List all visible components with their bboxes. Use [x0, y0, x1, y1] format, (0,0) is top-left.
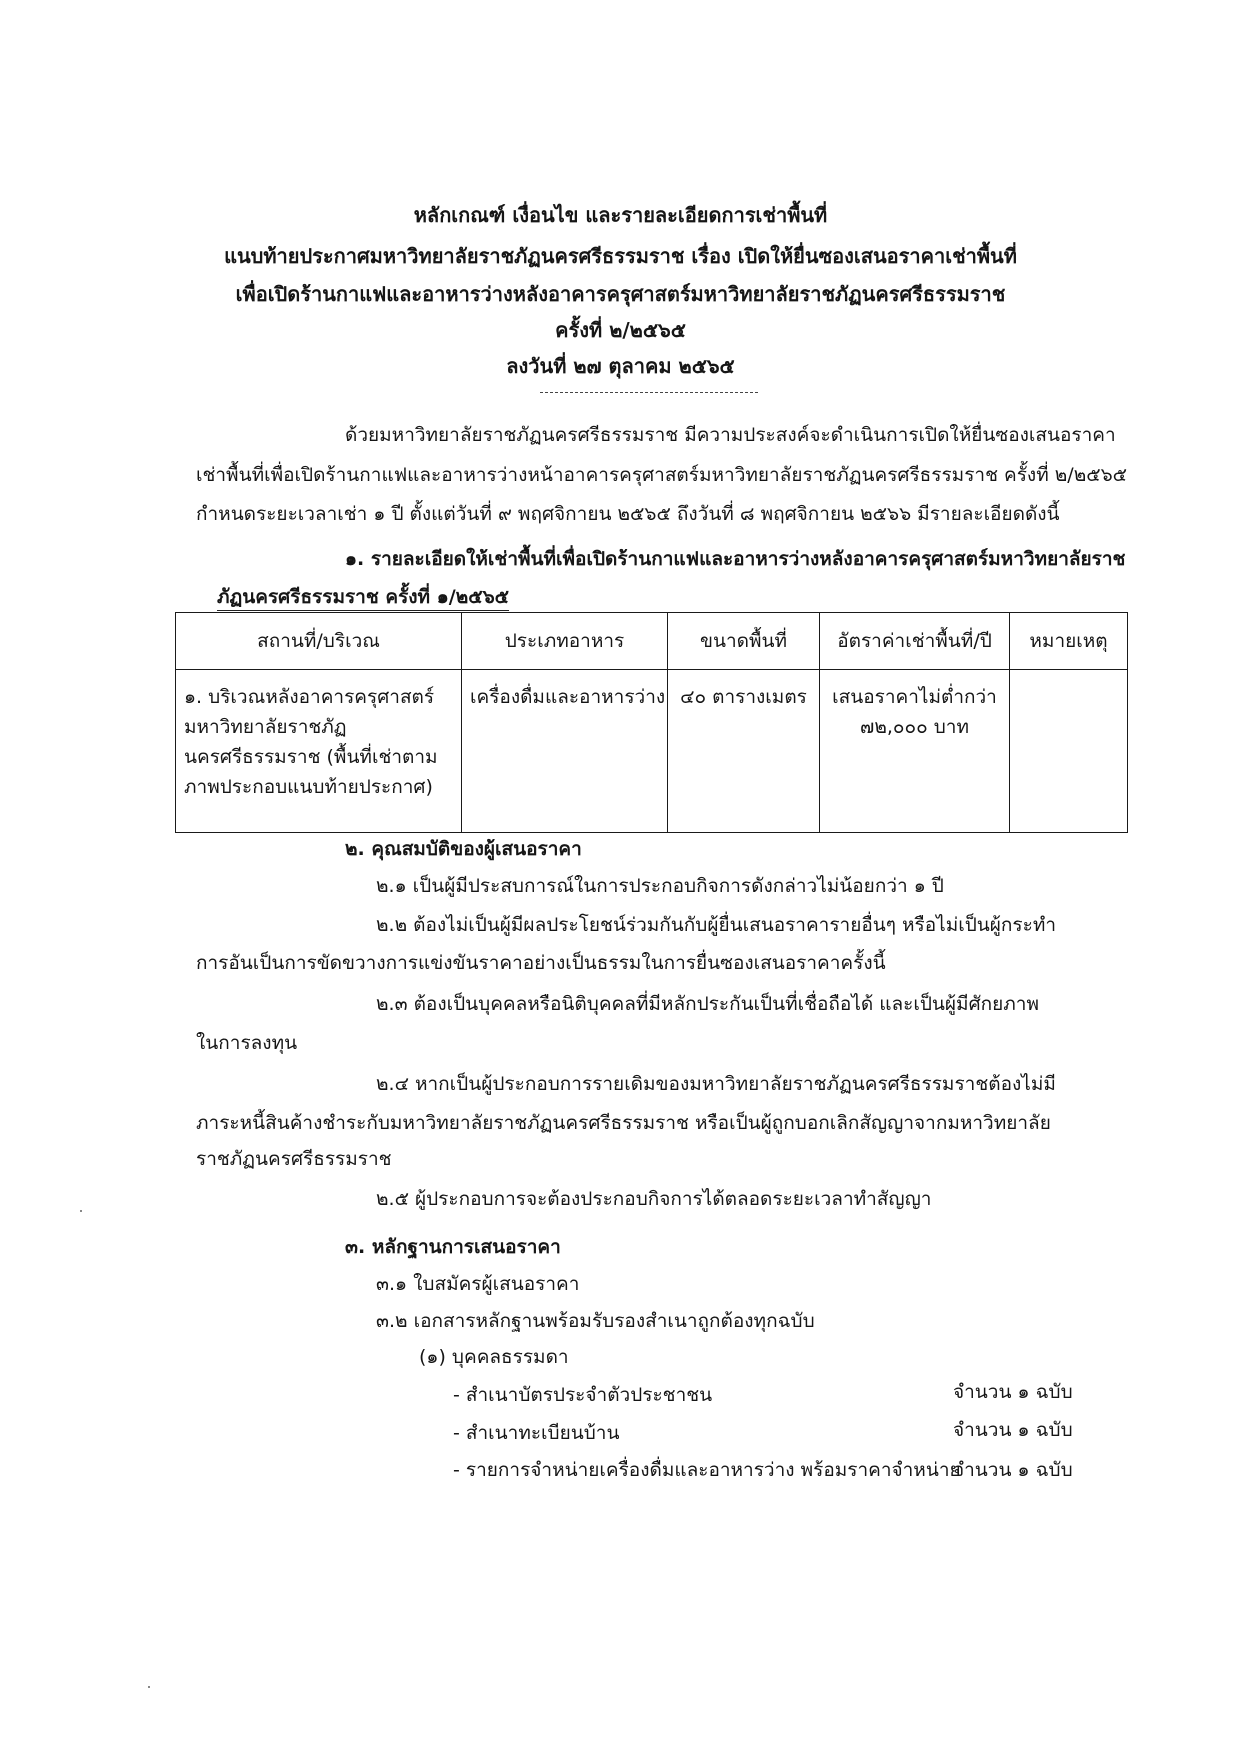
- header-location: สถานที่/บริเวณ: [176, 613, 462, 670]
- doc-item-2: - สำเนาทะเบียนบ้าน: [453, 1422, 620, 1444]
- header-rate: อัตราค่าเช่าพื้นที่/ปี: [820, 613, 1010, 670]
- title-round: ครั้งที่ ๒/๒๕๖๕: [555, 318, 686, 342]
- section3-sub-1: (๑) บุคคลธรรมดา: [419, 1346, 569, 1368]
- section1-heading-line-1: ๑. รายละเอียดให้เช่าพื้นที่เพื่อเปิดร้านกาแฟและอาหารว่างหลังอาคารครุศาสตร์มหาวิทยาลัยราช: [345, 548, 1126, 570]
- location-line: ภาพประกอบแนบท้ายประกาศ): [184, 776, 433, 798]
- scan-speck: [80, 1210, 82, 1212]
- doc-item-1: - สำเนาบัตรประจำตัวประชาชน: [453, 1384, 713, 1406]
- lease-table: [175, 612, 1128, 833]
- section2-item-2-line-2: การอันเป็นการขัดขวางการแข่งขันราคาอย่างเป็นธรรมในการยื่นซองเสนอราคาครั้งนี้: [196, 952, 886, 974]
- cell-food-type: เครื่องดื่มและอาหารว่าง: [462, 670, 668, 833]
- cell-location: [176, 670, 462, 833]
- title-line-3: เพื่อเปิดร้านกาแฟและอาหารว่างหลังอาคารครุศาสตร์มหาวิทยาลัยราชภัฏนครศรีธรรมราช: [235, 282, 1006, 306]
- location-line: นครศรีธรรมราช (พื้นที่เช่าตาม: [184, 746, 438, 768]
- location-line: ๑. บริเวณหลังอาคารครุศาสตร์: [184, 686, 435, 708]
- section1-heading-line-2: ภัฏนครศรีธรรมราช ครั้งที่ ๑/๒๕๖๕: [217, 588, 509, 607]
- rate-line: เสนอราคาไม่ต่ำกว่า: [832, 686, 997, 708]
- intro-line-2: เช่าพื้นที่เพื่อเปิดร้านกาแฟและอาหารว่างหน้าอาคารครุศาสตร์มหาวิทยาลัยราชภัฏนครศรีธรรมราช ครั้งที่ ๒/๒๕๖๕: [196, 464, 1128, 486]
- doc-item-2-qty: จำนวน ๑ ฉบับ: [953, 1419, 1073, 1441]
- location-line: มหาวิทยาลัยราชภัฏ: [184, 716, 347, 738]
- section2-item-1: ๒.๑ เป็นผู้มีประสบการณ์ในการประกอบกิจการดังกล่าวไม่น้อยกว่า ๑ ปี: [376, 875, 944, 897]
- table-header-row: [176, 613, 1128, 670]
- doc-item-3-qty: จำนวน ๑ ฉบับ: [953, 1459, 1073, 1481]
- rate-line: ๗๒,๐๐๐ บาท: [860, 716, 969, 738]
- section3-heading: ๓. หลักฐานการเสนอราคา: [345, 1236, 561, 1258]
- section2-item-4-line-3: ราชภัฏนครศรีธรรมราช: [196, 1148, 392, 1170]
- section2-item-3-line-1: ๒.๓ ต้องเป็นบุคคลหรือนิติบุคคลที่มีหลักประกันเป็นที่เชื่อถือได้ และเป็นผู้มีศักยภาพ: [376, 993, 1039, 1015]
- header-note: หมายเหตุ: [1010, 613, 1128, 670]
- section2-item-5: ๒.๕ ผู้ประกอบการจะต้องประกอบกิจการได้ตลอดระยะเวลาทำสัญญา: [376, 1188, 932, 1210]
- header-food-type: ประเภทอาหาร: [462, 613, 668, 670]
- title-separator: [540, 392, 758, 393]
- title-line-2: แนบท้ายประกาศมหาวิทยาลัยราชภัฏนครศรีธรรมราช เรื่อง เปิดให้ยื่นซองเสนอราคาเช่าพื้นที่: [224, 244, 1017, 268]
- doc-item-3: - รายการจำหน่ายเครื่องดื่มและอาหารว่าง พร้อมราคาจำหน่าย: [453, 1459, 961, 1481]
- doc-item-1-qty: จำนวน ๑ ฉบับ: [953, 1381, 1073, 1403]
- section2-item-4-line-2: ภาระหนี้สินค้างชำระกับมหาวิทยาลัยราชภัฏนครศรีธรรมราช หรือเป็นผู้ถูกบอกเลิกสัญญาจากมหาวิทยาลัย: [196, 1112, 1051, 1134]
- section2-item-3-line-2: ในการลงทุน: [196, 1032, 298, 1054]
- title-date: ลงวันที่ ๒๗ ตุลาคม ๒๕๖๕: [506, 354, 735, 378]
- cell-area: ๔๐ ตารางเมตร: [668, 670, 820, 833]
- table-row: [176, 670, 1128, 833]
- intro-line-1: ด้วยมหาวิทยาลัยราชภัฏนครศรีธรรมราช มีความประสงค์จะดำเนินการเปิดให้ยื่นซองเสนอราคา: [345, 424, 1116, 446]
- section3-item-1: ๓.๑ ใบสมัครผู้เสนอราคา: [376, 1273, 580, 1295]
- header-area: ขนาดพื้นที่: [668, 613, 820, 670]
- scan-speck: [148, 1686, 150, 1688]
- cell-rate: [820, 670, 1010, 833]
- section2-item-2-line-1: ๒.๒ ต้องไม่เป็นผู้มีผลประโยชน์ร่วมกันกับผู้ยื่นเสนอราคารายอื่นๆ หรือไม่เป็นผู้กระทำ: [376, 914, 1057, 936]
- section3-item-2: ๓.๒ เอกสารหลักฐานพร้อมรับรองสำเนาถูกต้องทุกฉบับ: [376, 1310, 815, 1332]
- cell-note: [1010, 670, 1128, 833]
- title-line-1: หลักเกณฑ์ เงื่อนไข และรายละเอียดการเช่าพื้นที่: [413, 203, 828, 227]
- intro-line-3: กำหนดระยะเวลาเช่า ๑ ปี ตั้งแต่วันที่ ๙ พฤศจิกายน ๒๕๖๕ ถึงวันที่ ๘ พฤศจิกายน ๒๕๖๖ มีรายละเอียดดังนี้: [196, 503, 1060, 525]
- section2-item-4-line-1: ๒.๔ หากเป็นผู้ประกอบการรายเดิมของมหาวิทยาลัยราชภัฏนครศรีธรรมราชต้องไม่มี: [376, 1073, 1056, 1095]
- section2-heading: ๒. คุณสมบัติของผู้เสนอราคา: [345, 838, 582, 860]
